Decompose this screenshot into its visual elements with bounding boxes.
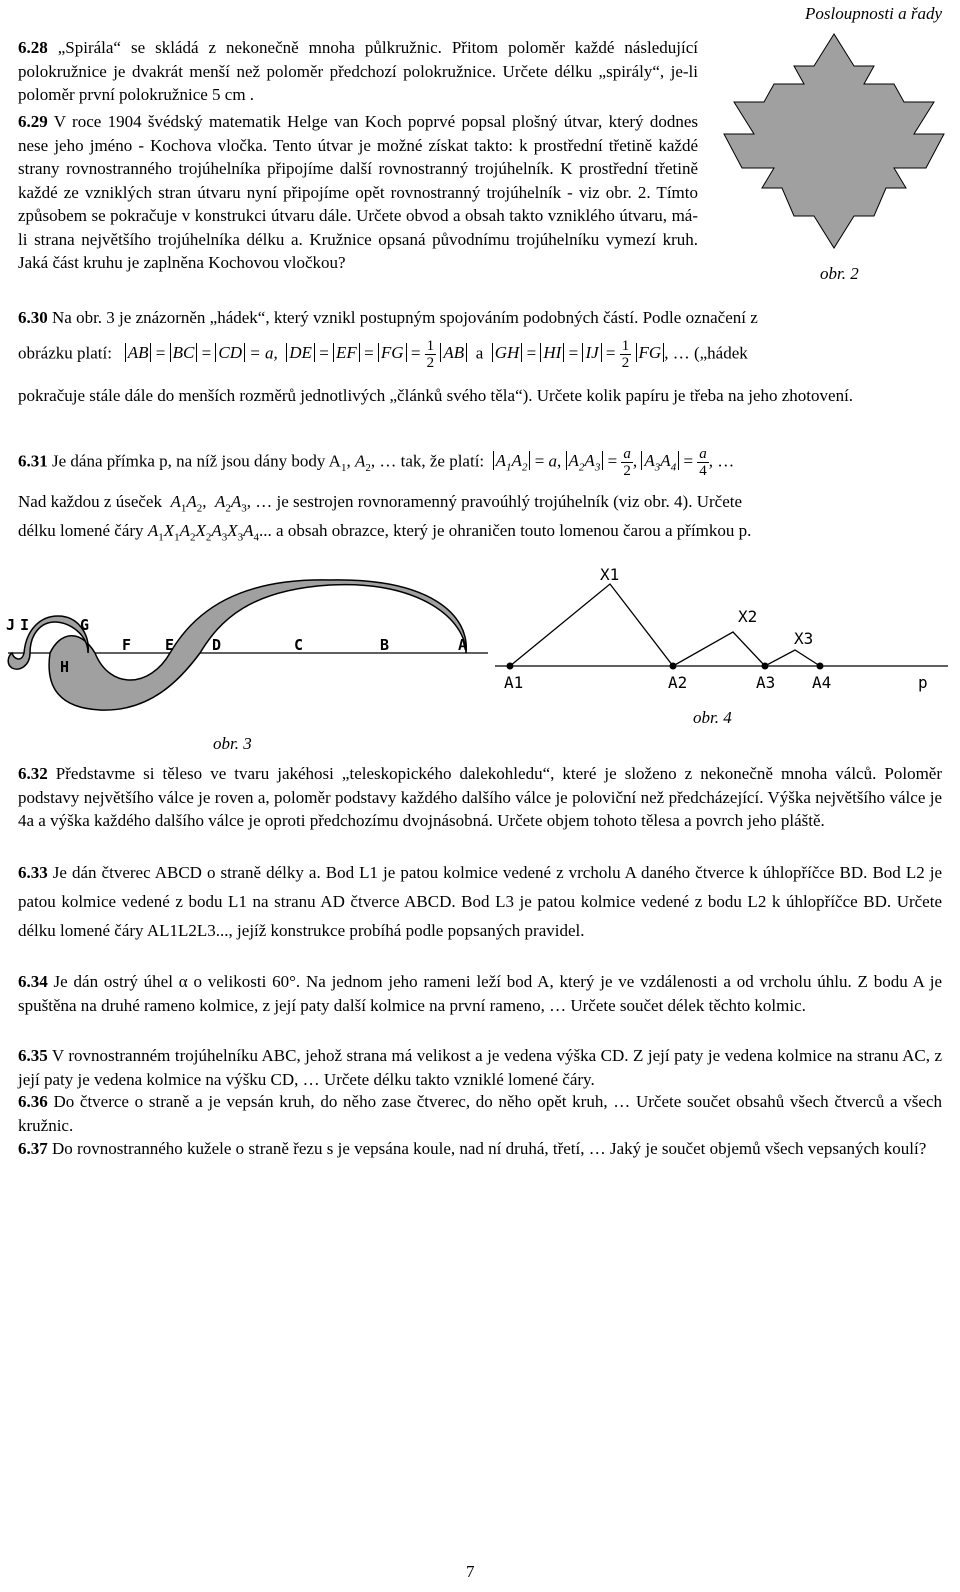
segment-a3a4: $A_3A_4$ xyxy=(641,451,679,470)
label-x3: X3 xyxy=(794,629,814,648)
problem-text: , … je sestrojen rovnoramenný pravoúhlý trojúhelník (viz obr. 4). Určete xyxy=(246,492,743,511)
problem-6-37 xyxy=(18,1137,942,1161)
problem-text: Do rovnostranného kužele o straně řezu s je vepsána koule, nad ní druhá, třetí, … Jaký je součet objemů všech vepsaných koulí? xyxy=(47,1139,927,1158)
label-b: B xyxy=(380,636,390,654)
eq-value-a: = a, xyxy=(249,343,278,363)
problem-6-29 xyxy=(18,110,698,275)
label-a2: A2 xyxy=(668,673,688,692)
koch-snowflake-figure xyxy=(718,30,950,254)
problem-6-31-line3: délku lomené čáry $A_1X_1A_2X_2A_3X_3A_4$... a obsah obrazce, který je ohraničen touto lomenou čarou a přímkou p. xyxy=(18,521,752,544)
segment-ab: AB xyxy=(125,343,152,362)
segment-cd: CD xyxy=(215,343,245,362)
problem-6-30 xyxy=(18,306,942,330)
problem-6-30-equation-line: obrázku platí: AB = BC = CD = a, DE = EF = FG = $\frac{1}{2}$ AB a GH = HI = IJ = $\frac{1}{2}$ FG , … („hádek xyxy=(18,338,748,371)
problem-number: 6.37 xyxy=(18,1139,48,1158)
problem-text: „Spirála“ se skládá z nekonečně mnoha půlkružnic. Přitom poloměr každé následující polokružnice je dvakrát menší než poloměr předchozí polokružnice. Určete délku „spirály“, je-li poloměr první polokružnice 5 cm . xyxy=(18,38,698,104)
eq-suffix: , … („hádek xyxy=(664,343,748,363)
label-x1: X1 xyxy=(600,565,620,584)
segment-a2a3: $A_2A_3$ xyxy=(566,451,604,470)
problem-text: V rovnostranném trojúhelníku ABC, jehož strana má velikost a je vedena výška CD. Z její paty je vedena kolmice na stranu AC, z její paty je vedena kolmice na výšku CD, … Určete délku takto vzniklé lomené čáry. xyxy=(18,1046,942,1089)
label-a1: A1 xyxy=(504,673,524,692)
triangles-figure xyxy=(490,562,950,702)
problem-number: 6.28 xyxy=(18,38,48,57)
problem-6-36 xyxy=(18,1090,942,1137)
problem-6-30-cont xyxy=(18,384,942,408)
label-c: C xyxy=(294,636,304,654)
label-f: F xyxy=(122,636,132,654)
eq-prefix: obrázku platí: xyxy=(18,343,112,363)
problem-text: Na obr. 3 je znázorněn „hádek“, který vznikl postupným spojováním podobných částí. Podle označení z xyxy=(47,308,758,327)
fraction-a-2: $\frac{a}{2}$ xyxy=(623,446,631,479)
segment-hi: HI xyxy=(540,343,564,362)
koch-snowflake xyxy=(724,34,944,248)
conjunction: a xyxy=(475,343,484,363)
problem-6-34 xyxy=(18,970,942,1017)
segment-ef: EF xyxy=(333,343,360,362)
label-h: H xyxy=(60,658,70,676)
segment-bc: BC xyxy=(170,343,198,362)
problem-text: Je dán ostrý úhel α o velikosti 60°. Na jednom jeho rameni leží bod A, který je ve vzdálenosti a od vrcholu úhlu. Z bodu A je spuštěna na druhé rameno kolmice, z její paty další kolmice na první rameno, … Určete součet délek těchto kolmic. xyxy=(18,972,942,1015)
figure-caption-obr4: obr. 4 xyxy=(693,708,732,727)
label-p: p xyxy=(918,673,928,692)
segment-fg-2: FG xyxy=(636,343,665,362)
problem-6-31-line1: 6.31 Je dána přímka p, na níž jsou dány body $A_1$, $A_2$, … tak, že platí: $A_1A_2 = a$, $A_2A_3$ = $\frac{a}{2}$ , $A_3A_4$ = $\frac{a}{4}$ , … xyxy=(18,446,735,479)
label-j: J xyxy=(6,616,16,634)
label-x2: X2 xyxy=(738,607,758,626)
fraction-half: $\frac{1}{2}$ xyxy=(426,338,435,371)
fraction-a-4: $\frac{a}{4}$ xyxy=(699,446,707,479)
label-g: G xyxy=(80,616,90,634)
problem-number: 6.30 xyxy=(18,308,48,327)
label-d: D xyxy=(212,636,222,654)
problem-text: délku lomené čáry xyxy=(18,521,144,540)
problem-6-28 xyxy=(18,36,698,107)
segment-de: DE xyxy=(286,343,315,362)
problem-number: 6.36 xyxy=(18,1092,48,1111)
label-a4: A4 xyxy=(812,673,832,692)
segment-fg: FG xyxy=(378,343,407,362)
problem-number: 6.31 xyxy=(18,451,48,471)
problem-6-31-line2: Nad každou z úseček $A_1A_2$, $A_2A_3$, … je sestrojen rovnoramenný pravoúhlý trojúhelník (viz obr. 4). Určete xyxy=(18,492,743,515)
label-a: A xyxy=(458,636,468,654)
segment-gh: GH xyxy=(492,343,523,362)
label-a3: A3 xyxy=(756,673,776,692)
problem-text: Je dána přímka p, na níž jsou dány body A xyxy=(47,451,341,471)
problem-text: ... a obsah obrazce, který je ohraničen touto lomenou čarou a přímkou p. xyxy=(259,521,752,540)
problem-number: 6.33 xyxy=(18,863,48,882)
problem-text: Představme si těleso ve tvaru jakéhosi „teleskopického dalekohledu“, které je složeno z nekonečně mnoha válců. Poloměr podstavy největšího válce je roven a, poloměr podstavy každého dalšího válce je poloviční než předcházející. Výška největšího válce je 4a a výška každého dalšího válce je oproti předchozímu dvojnásobná. Určete objem tohoto tělesa a povrch jeho pláště. xyxy=(18,764,942,830)
broken-line xyxy=(510,584,820,666)
problem-number: 6.32 xyxy=(18,764,48,783)
problem-text: Je dán čtverec ABCD o straně délky a. Bod L1 je patou kolmice vedené z vrcholu A daného čtverce k úhlopříčce BD. Bod L2 je patou kolmice vedené z bodu L1 na stranu AD čtverce ABCD. Bod L3 je patou kolmice vedené z bodu L2 k úhlopříčce BD. Určete délku lomené čáry AL1L2L3..., jejíž konstrukce probíhá podle popsaných pravidel. xyxy=(18,863,942,940)
problem-text: Do čtverce o straně a je vepsán kruh, do něho zase čtverec, do něho opět kruh, … Určete součet obsahů všech čtverců a všech kružnic. xyxy=(18,1092,942,1135)
segment-ab-2: AB xyxy=(440,343,467,362)
problem-6-35 xyxy=(18,1044,942,1091)
problem-text: V roce 1904 švédský matematik Helge van Koch poprvé popsal plošný útvar, který dodnes nese jeho jméno - Kochova vločka. Tento útvar je možné získat takto: k prostřední třetině každé strany rovnostranného trojúhelníka připojíme další rovnostranný trojúhelník. K prostřední třetině každé ze vzniklých stran útvaru nyní připojíme opět rovnostranný trojúhelník - viz obr. 2. Tímto způsobem se pokračuje v konstrukci útvaru dále. Určete obvod a obsah takto vzniklého útvaru, má-li strana největšího trojúhelníka délku a. Kružnice opsaná původnímu trojúhelníku vymezí kruh. Jaká část kruhu je zaplněna Kochovou vločkou? xyxy=(18,112,698,272)
page-header: Posloupnosti a řady xyxy=(805,4,942,23)
problem-number: 6.34 xyxy=(18,972,48,991)
label-i: I xyxy=(20,616,30,634)
figure-caption-obr3: obr. 3 xyxy=(213,734,252,753)
hadek-large-segment xyxy=(49,580,466,710)
problem-text-mid: , … tak, že platí: xyxy=(370,451,485,471)
figure-caption-obr2: obr. 2 xyxy=(820,264,859,283)
segment-a1a2: $A_1A_2$ xyxy=(493,451,531,470)
problem-text: pokračuje stále dále do menších rozměrů jednotlivých „článků svého těla“). Určete kolik papíru je třeba na jeho zhotovení. xyxy=(18,386,854,405)
fraction-half-2: $\frac{1}{2}$ xyxy=(621,338,630,371)
page-number: 7 xyxy=(466,1562,475,1581)
problem-6-32 xyxy=(18,762,942,833)
label-e: E xyxy=(165,636,175,654)
problem-6-33 xyxy=(18,858,942,945)
hadek-figure xyxy=(0,560,490,730)
segment-ij: IJ xyxy=(582,343,601,362)
problem-number: 6.35 xyxy=(18,1046,48,1065)
problem-text: Nad každou z úseček xyxy=(18,492,162,511)
problem-number: 6.29 xyxy=(18,112,48,131)
